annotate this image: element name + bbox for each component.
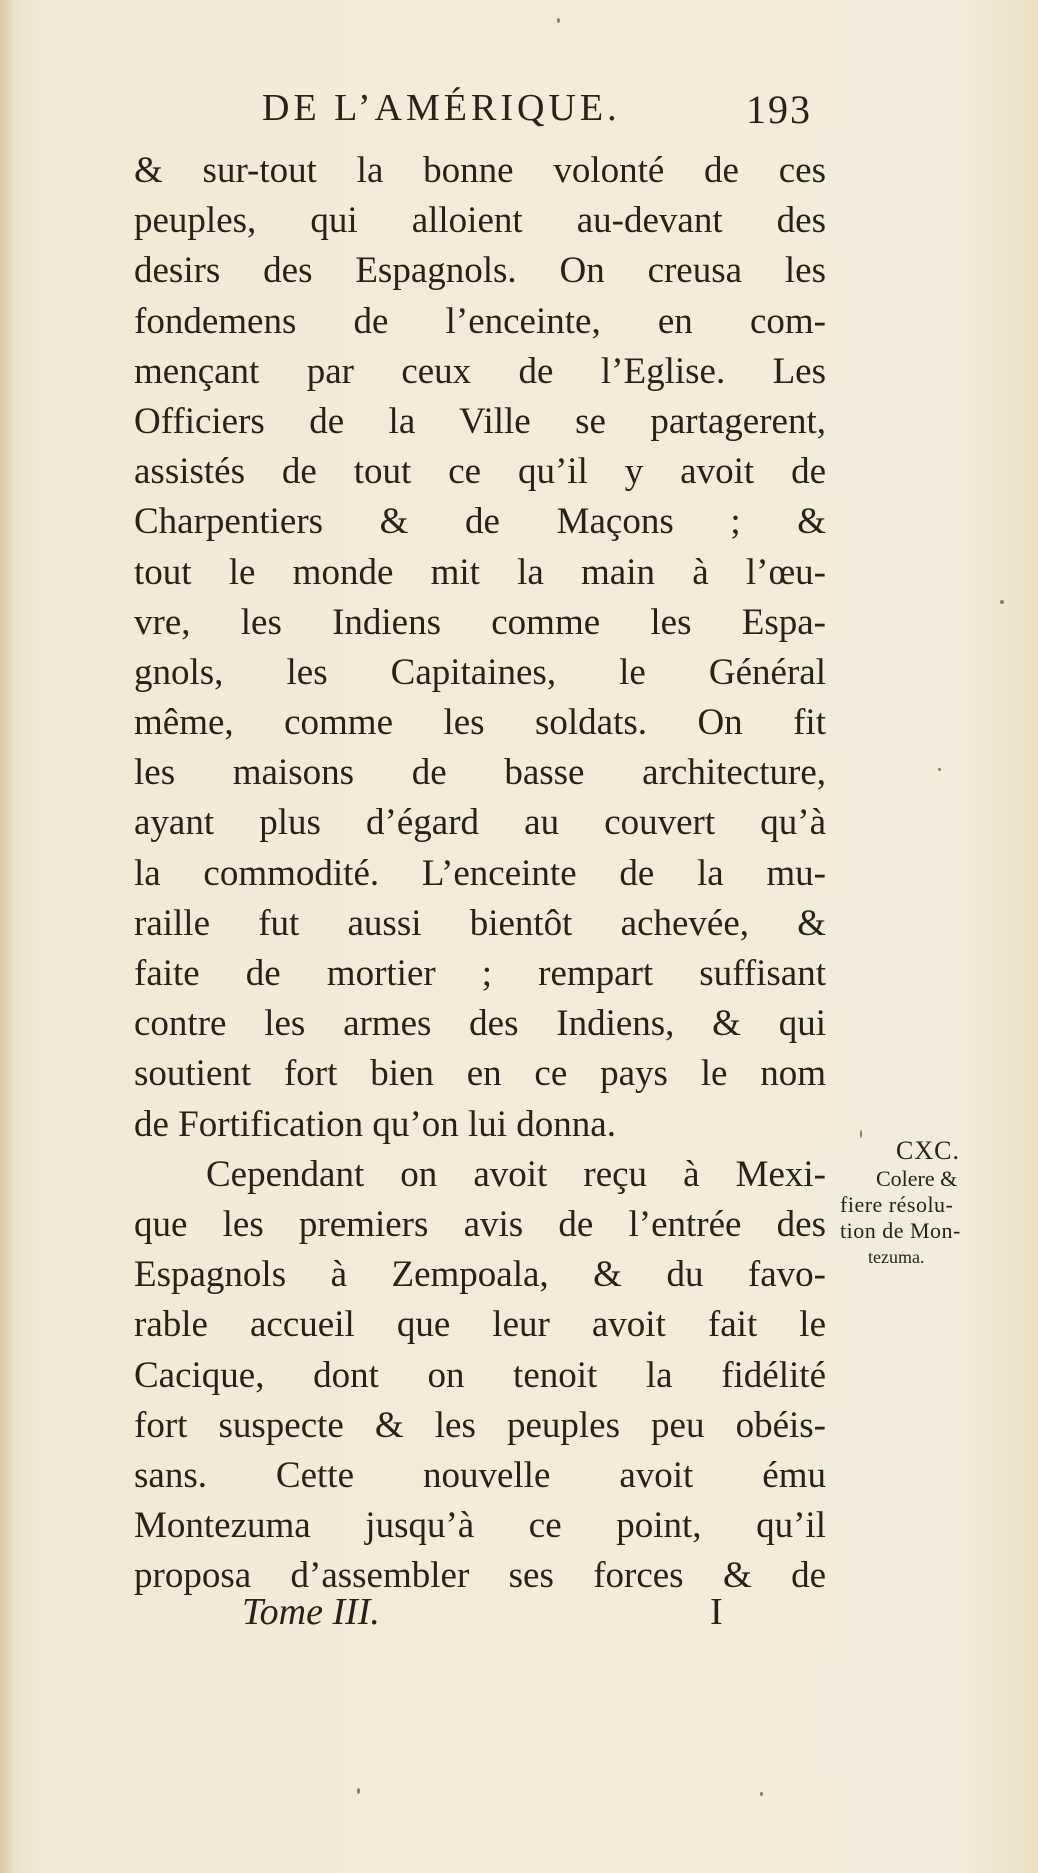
body-line: assistés de tout ce qu’il y avoit de	[134, 451, 826, 493]
margin-note-line: fiere résolu-	[840, 1192, 954, 1217]
body-line: contre les armes des Indiens, & qui	[134, 1003, 826, 1045]
margin-note-line: tion de Mon-	[840, 1218, 961, 1243]
body-line: Cependant on avoit reçu à Mexi-	[206, 1153, 826, 1195]
body-line: fort suspecte & les peuples peu obéis-	[134, 1404, 826, 1446]
body-line: de Fortification qu’on lui donna.	[134, 1103, 616, 1145]
body-line: la commodité. L’enceinte de la mu-	[134, 852, 826, 894]
margin-note-line: tezuma.	[868, 1247, 925, 1267]
body-line: raille fut aussi bientôt achevée, &	[134, 902, 826, 944]
body-line: peuples, qui alloient au-devant des	[134, 200, 826, 242]
page-header	[0, 86, 1038, 136]
body-line: faite de mortier ; rempart suffisant	[134, 953, 826, 994]
body-line: Cacique, dont on tenoit la fidélité	[134, 1354, 826, 1396]
margin-note	[840, 1138, 1010, 1270]
body-line: Montezuma jusqu’à ce point, qu’il	[134, 1505, 826, 1547]
body-text	[134, 146, 826, 1601]
paper-speck	[760, 1792, 763, 1796]
paper-speck	[860, 1130, 862, 1138]
page-number: 193	[746, 87, 812, 132]
body-line: soutient fort bien en ce pays le nom	[134, 1053, 826, 1095]
page-footer	[0, 1590, 1038, 1640]
body-line: rable accueil que leur avoit fait le	[134, 1304, 826, 1346]
body-line: vre, les Indiens comme les Espa-	[134, 601, 826, 643]
margin-note-number: CXC.	[896, 1136, 960, 1165]
body-line: desirs des Espagnols. On creusa les	[134, 250, 826, 292]
body-line: proposa d’assembler ses forces & de	[134, 1555, 826, 1597]
body-line: & sur-tout la bonne volonté de ces	[134, 150, 826, 191]
signature-mark: Tome III.	[242, 1591, 380, 1633]
paper-speck	[1000, 600, 1004, 604]
body-line: sans. Cette nouvelle avoit ému	[134, 1454, 826, 1496]
paper-speck	[938, 768, 941, 771]
body-line: fondemens de l’enceinte, en com-	[134, 300, 826, 342]
body-line: que les premiers avis de l’entrée des	[134, 1203, 826, 1245]
body-line: Charpentiers & de Maçons ; &	[134, 501, 826, 543]
body-line: même, comme les soldats. On fit	[134, 702, 826, 744]
body-line: mençant par ceux de l’Eglise. Les	[134, 350, 826, 392]
body-line: tout le monde mit la main à l’œu-	[134, 551, 826, 593]
body-line: Officiers de la Ville se partagerent,	[134, 400, 826, 442]
paper-speck	[557, 18, 560, 23]
margin-note-line: Colere &	[876, 1166, 958, 1191]
body-line: Espagnols à Zempoala, & du favo-	[134, 1254, 826, 1296]
paper-speck	[357, 1788, 360, 1794]
body-line: gnols, les Capitaines, le Général	[134, 651, 826, 693]
gathering-mark: I	[710, 1591, 723, 1633]
body-line: ayant plus d’égard au couvert qu’à	[134, 802, 826, 844]
running-head: DE L’AMÉRIQUE.	[262, 87, 621, 129]
body-line: les maisons de basse architecture,	[134, 752, 826, 794]
